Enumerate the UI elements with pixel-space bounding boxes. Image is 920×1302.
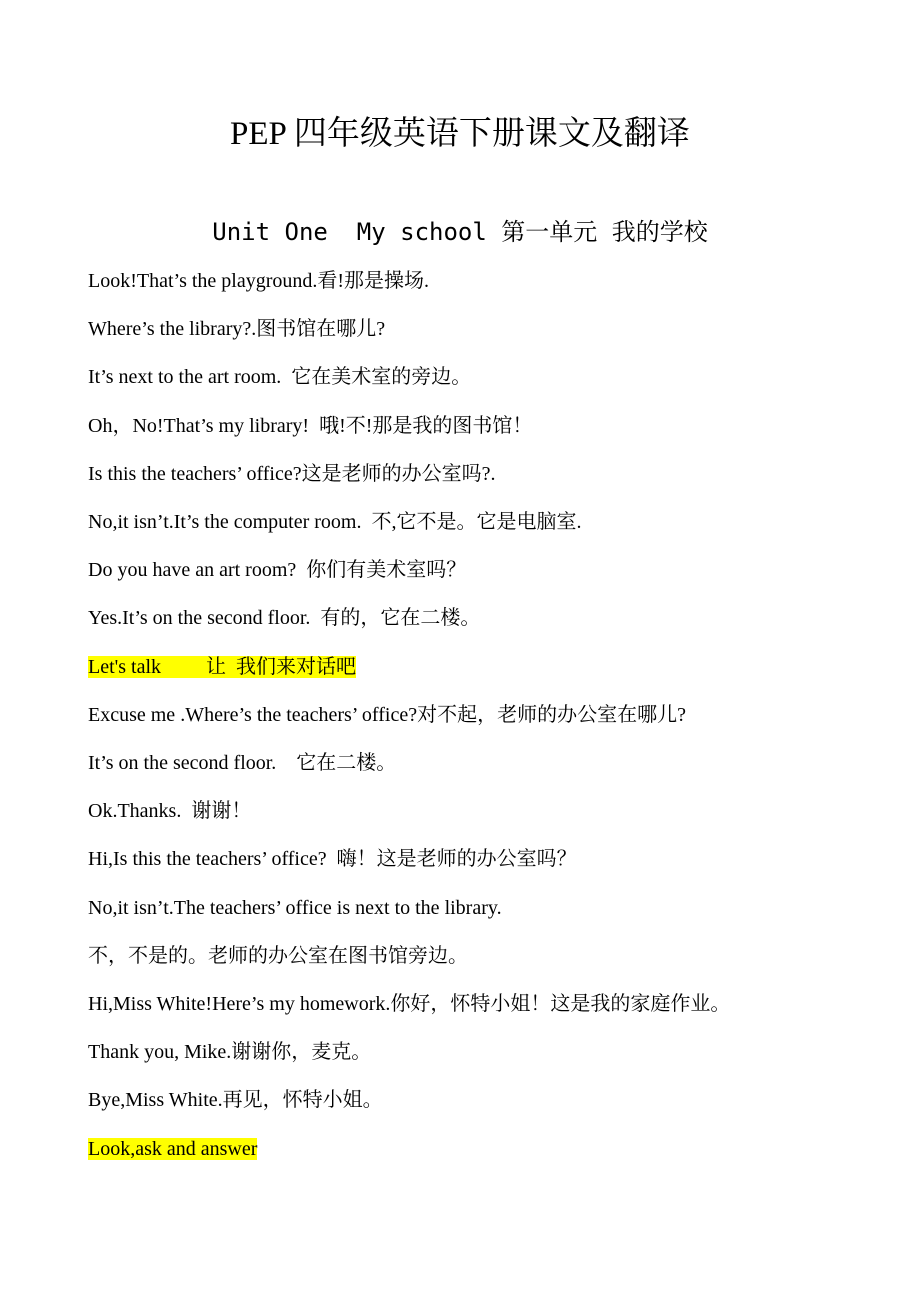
text-line: Hi,Miss White!Here’s my homework.你好，怀特小姐！这是我的家庭作业。 bbox=[88, 993, 731, 1015]
text-line: Ok.Thanks. 谢谢！ bbox=[88, 800, 252, 822]
section-heading-lets-talk bbox=[88, 653, 356, 681]
text-line: Excuse me .Where’s the teachers’ office?对不起，老师的办公室在哪儿? bbox=[88, 704, 686, 726]
text-line: Yes.It’s on the second floor. 有的，它在二楼。 bbox=[88, 607, 481, 629]
text-line: Hi,Is this the teachers’ office? 嗨！这是老师的办公室吗？ bbox=[88, 848, 577, 870]
text-line: Look!That’s the playground.看!那是操场. bbox=[88, 270, 430, 292]
text-line: Is this the teachers’ office?这是老师的办公室吗?. bbox=[88, 463, 496, 485]
text-line: It’s next to the art room. 它在美术室的旁边。 bbox=[88, 366, 472, 388]
text-line: No,it isn’t.It’s the computer room. 不,它不是。它是电脑室. bbox=[88, 511, 582, 533]
text-line: Where’s the library?.图书馆在哪儿? bbox=[88, 318, 386, 340]
text-line: Oh，No!That’s my library! 哦!不!那是我的图书馆！ bbox=[88, 415, 533, 437]
highlighted-text: Let's talk 让 我们来对话吧 bbox=[88, 656, 357, 678]
highlighted-text: Look,ask and answer bbox=[88, 1138, 258, 1160]
document-title: PEP 四年级英语下册课文及翻译 bbox=[230, 116, 690, 152]
text-line: Do you have an art room? 你们有美术室吗？ bbox=[88, 559, 467, 581]
text-line: No,it isn’t.The teachers’ office is next to the library. bbox=[88, 897, 502, 919]
section-heading-look-ask-answer bbox=[88, 1135, 257, 1163]
text-line: Bye,Miss White.再见，怀特小姐。 bbox=[88, 1089, 383, 1111]
unit-heading: Unit One My school 第一单元 我的学校 bbox=[212, 218, 708, 246]
text-line: 不，不是的。老师的办公室在图书馆旁边。 bbox=[88, 945, 468, 967]
text-line: It’s on the second floor. 它在二楼。 bbox=[88, 752, 397, 774]
text-line: Thank you, Mike.谢谢你，麦克。 bbox=[88, 1041, 372, 1063]
